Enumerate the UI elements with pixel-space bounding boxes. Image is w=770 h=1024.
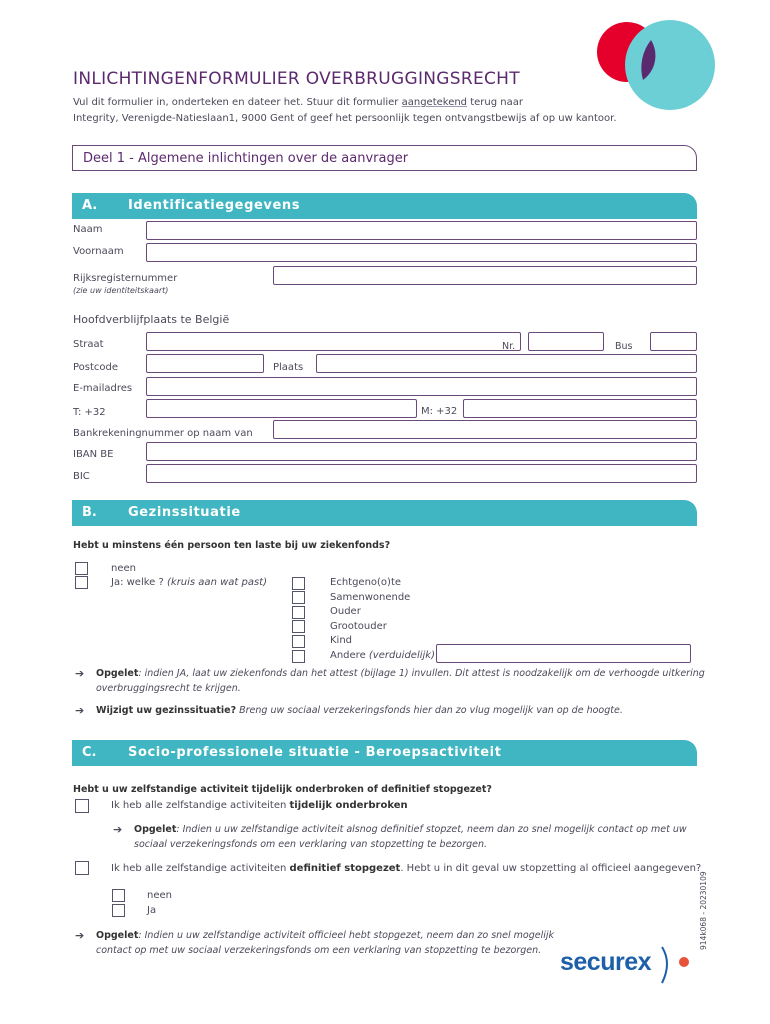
- intro-line-2: Integrity, Verenigde-Natieslaan1, 9000 Gent of geef het persoonlijk tegen ontvangstbewijs af op uw kantoor.: [73, 113, 617, 124]
- opt1-text: Ik heb alle zelfstandige activiteiten: [111, 800, 290, 811]
- checkbox-echtgenote[interactable]: [292, 577, 305, 590]
- andere-text: Andere: [330, 650, 369, 661]
- label-grootouder: Grootouder: [330, 621, 387, 632]
- label-definitief: [111, 863, 701, 874]
- checkbox-andere[interactable]: [292, 650, 305, 663]
- section-c-question: Hebt u uw zelfstandige activiteit tijdelijk onderbroken of definitief stopgezet?: [73, 784, 492, 795]
- andere-hint: (verduidelijk): [368, 650, 435, 661]
- plaats-field[interactable]: [316, 354, 697, 373]
- note2-line1: : Indien u uw zelfstandige activiteit officieel hebt stopgezet, neem dan zo snel mogelijk: [138, 930, 555, 941]
- mobile-field[interactable]: [463, 399, 697, 418]
- section-a-bar: [72, 193, 697, 219]
- tel-field[interactable]: [146, 399, 417, 418]
- rijksregister-hint: (zie uw identiteitskaart): [73, 286, 169, 295]
- label-tijdelijk: [111, 800, 408, 811]
- checkbox-ouder[interactable]: [292, 606, 305, 619]
- intro-line-1: [73, 97, 523, 108]
- opgelet-line2: overbruggingsrecht te krijgen.: [96, 683, 241, 694]
- checkbox-definitief[interactable]: [75, 861, 89, 875]
- label-andere: [330, 650, 438, 661]
- arrow-icon: ➔: [75, 704, 85, 717]
- label-bank: Bankrekeningnummer op naam van: [73, 428, 253, 439]
- section-a-title: Identificatiegegevens: [128, 198, 301, 213]
- opt2-text-end: . Hebt u in dit geval uw stopzetting al officieel aangegeven?: [400, 863, 702, 874]
- opgelet-note-c2: [96, 928, 554, 958]
- checkbox-ja[interactable]: [75, 576, 88, 589]
- label-postcode: Postcode: [73, 362, 119, 373]
- arrow-icon: ➔: [113, 823, 123, 836]
- intro-text-end: terug naar: [467, 97, 523, 108]
- logo-text: securex: [560, 948, 652, 976]
- section-a-letter: A.: [82, 198, 98, 213]
- bank-field[interactable]: [273, 420, 697, 439]
- label-rijksregister: Rijksregisternummer: [73, 273, 178, 284]
- label-naam: Naam: [73, 224, 103, 235]
- checkbox-samenwonende[interactable]: [292, 591, 305, 604]
- page-title: INLICHTINGENFORMULIER OVERBRUGGINGSRECHT: [73, 69, 520, 89]
- label-neen: neen: [111, 563, 136, 574]
- label-echtgenote: Echtgeno(o)te: [330, 577, 402, 588]
- postcode-field[interactable]: [146, 354, 264, 373]
- bic-field[interactable]: [146, 464, 697, 483]
- decorative-circles: [595, 18, 715, 113]
- opgelet-note-c1: [134, 822, 687, 852]
- label-voornaam: Voornaam: [73, 246, 124, 257]
- ja-hint: (kruis aan wat past): [167, 577, 267, 588]
- opgelet-line1: : indien JA, laat uw ziekenfonds dan het attest (bijlage 1) invullen. Dit attest is noodzakelijk om de verhoogde uitkering: [138, 668, 705, 679]
- part1-title: Deel 1 - Algemene inlichtingen over de aanvrager: [83, 151, 409, 166]
- label-straat: Straat: [73, 339, 104, 350]
- label-ouder: Ouder: [330, 606, 361, 617]
- ja-text: Ja: welke ?: [111, 577, 167, 588]
- checkbox-c-ja[interactable]: [112, 904, 125, 917]
- wijzigt-note: [96, 703, 623, 718]
- label-samenwonende: Samenwonende: [330, 592, 411, 603]
- hoofdverblijf-heading: Hoofdverblijfplaats te België: [73, 313, 230, 326]
- document-code: 914k068 - 20230109: [699, 871, 708, 950]
- naam-field[interactable]: [146, 221, 697, 240]
- label-bic: BIC: [73, 471, 90, 482]
- label-iban: IBAN BE: [73, 449, 114, 460]
- opgelet-label: Opgelet: [96, 668, 139, 679]
- arrow-icon: ➔: [75, 667, 85, 680]
- section-c-letter: C.: [82, 745, 97, 760]
- note1-line1: : Indien u uw zelfstandige activiteit alsnog definitief stopzet, neem dan zo snel mogelijk contact op met uw: [176, 824, 687, 835]
- opt2-bold: definitief stopgezet: [289, 863, 401, 874]
- opt1-bold: tijdelijk onderbroken: [289, 800, 408, 811]
- label-c-neen: neen: [147, 890, 172, 901]
- label-plaats: Plaats: [273, 362, 304, 373]
- note1-label: Opgelet: [134, 824, 177, 835]
- checkbox-neen[interactable]: [75, 562, 88, 575]
- label-tel: T: +32: [73, 407, 106, 418]
- label-mobile: M: +32: [421, 406, 458, 417]
- note2-label: Opgelet: [96, 930, 139, 941]
- checkbox-c-neen[interactable]: [112, 889, 125, 902]
- rijksregister-field[interactable]: [273, 266, 697, 285]
- straat-field[interactable]: [146, 332, 521, 351]
- andere-field[interactable]: [436, 644, 691, 663]
- label-ja: [111, 577, 267, 588]
- label-nr: Nr.: [502, 341, 516, 352]
- intro-text: Vul dit formulier in, onderteken en dateer het. Stuur dit formulier: [73, 97, 402, 108]
- note1-line2: sociaal verzekeringsfonds om een verklaring van stopzetting te bezorgen.: [134, 839, 488, 850]
- label-kind: Kind: [330, 635, 353, 646]
- checkbox-grootouder[interactable]: [292, 620, 305, 633]
- section-b-bar: [72, 500, 697, 526]
- section-c-title: Socio-professionele situatie - Beroepsactiviteit: [128, 745, 502, 760]
- email-field[interactable]: [146, 377, 697, 396]
- wijzigt-label: Wijzigt uw gezinssituatie?: [96, 705, 237, 716]
- label-bus: Bus: [615, 341, 633, 352]
- part1-header: [72, 145, 697, 171]
- checkbox-kind[interactable]: [292, 635, 305, 648]
- section-b-letter: B.: [82, 505, 97, 520]
- label-c-ja: Ja: [147, 905, 157, 916]
- opgelet-note-b: [96, 666, 705, 696]
- arrow-icon: ➔: [75, 929, 85, 942]
- note2-line2: contact op met uw sociaal verzekeringsfonds om een verklaring van stopzetting te bezorgen.: [96, 945, 542, 956]
- iban-field[interactable]: [146, 442, 697, 461]
- section-b-question: Hebt u minstens één persoon ten laste bij uw ziekenfonds?: [73, 540, 391, 551]
- nr-field[interactable]: [528, 332, 604, 351]
- section-c-bar: [72, 740, 697, 766]
- logo-swoosh-icon: [658, 945, 700, 985]
- opt2-text: Ik heb alle zelfstandige activiteiten: [111, 863, 290, 874]
- wijzigt-text: Breng uw sociaal verzekeringsfonds hier dan zo vlug mogelijk van op de hoogte.: [236, 705, 623, 716]
- checkbox-tijdelijk[interactable]: [75, 799, 89, 813]
- label-email: E-mailadres: [73, 383, 133, 394]
- section-b-title: Gezinssituatie: [128, 505, 241, 520]
- voornaam-field[interactable]: [146, 243, 697, 262]
- intro-emphasis: aangetekend: [401, 97, 468, 108]
- securex-logo: [560, 945, 700, 985]
- bus-field[interactable]: [650, 332, 697, 351]
